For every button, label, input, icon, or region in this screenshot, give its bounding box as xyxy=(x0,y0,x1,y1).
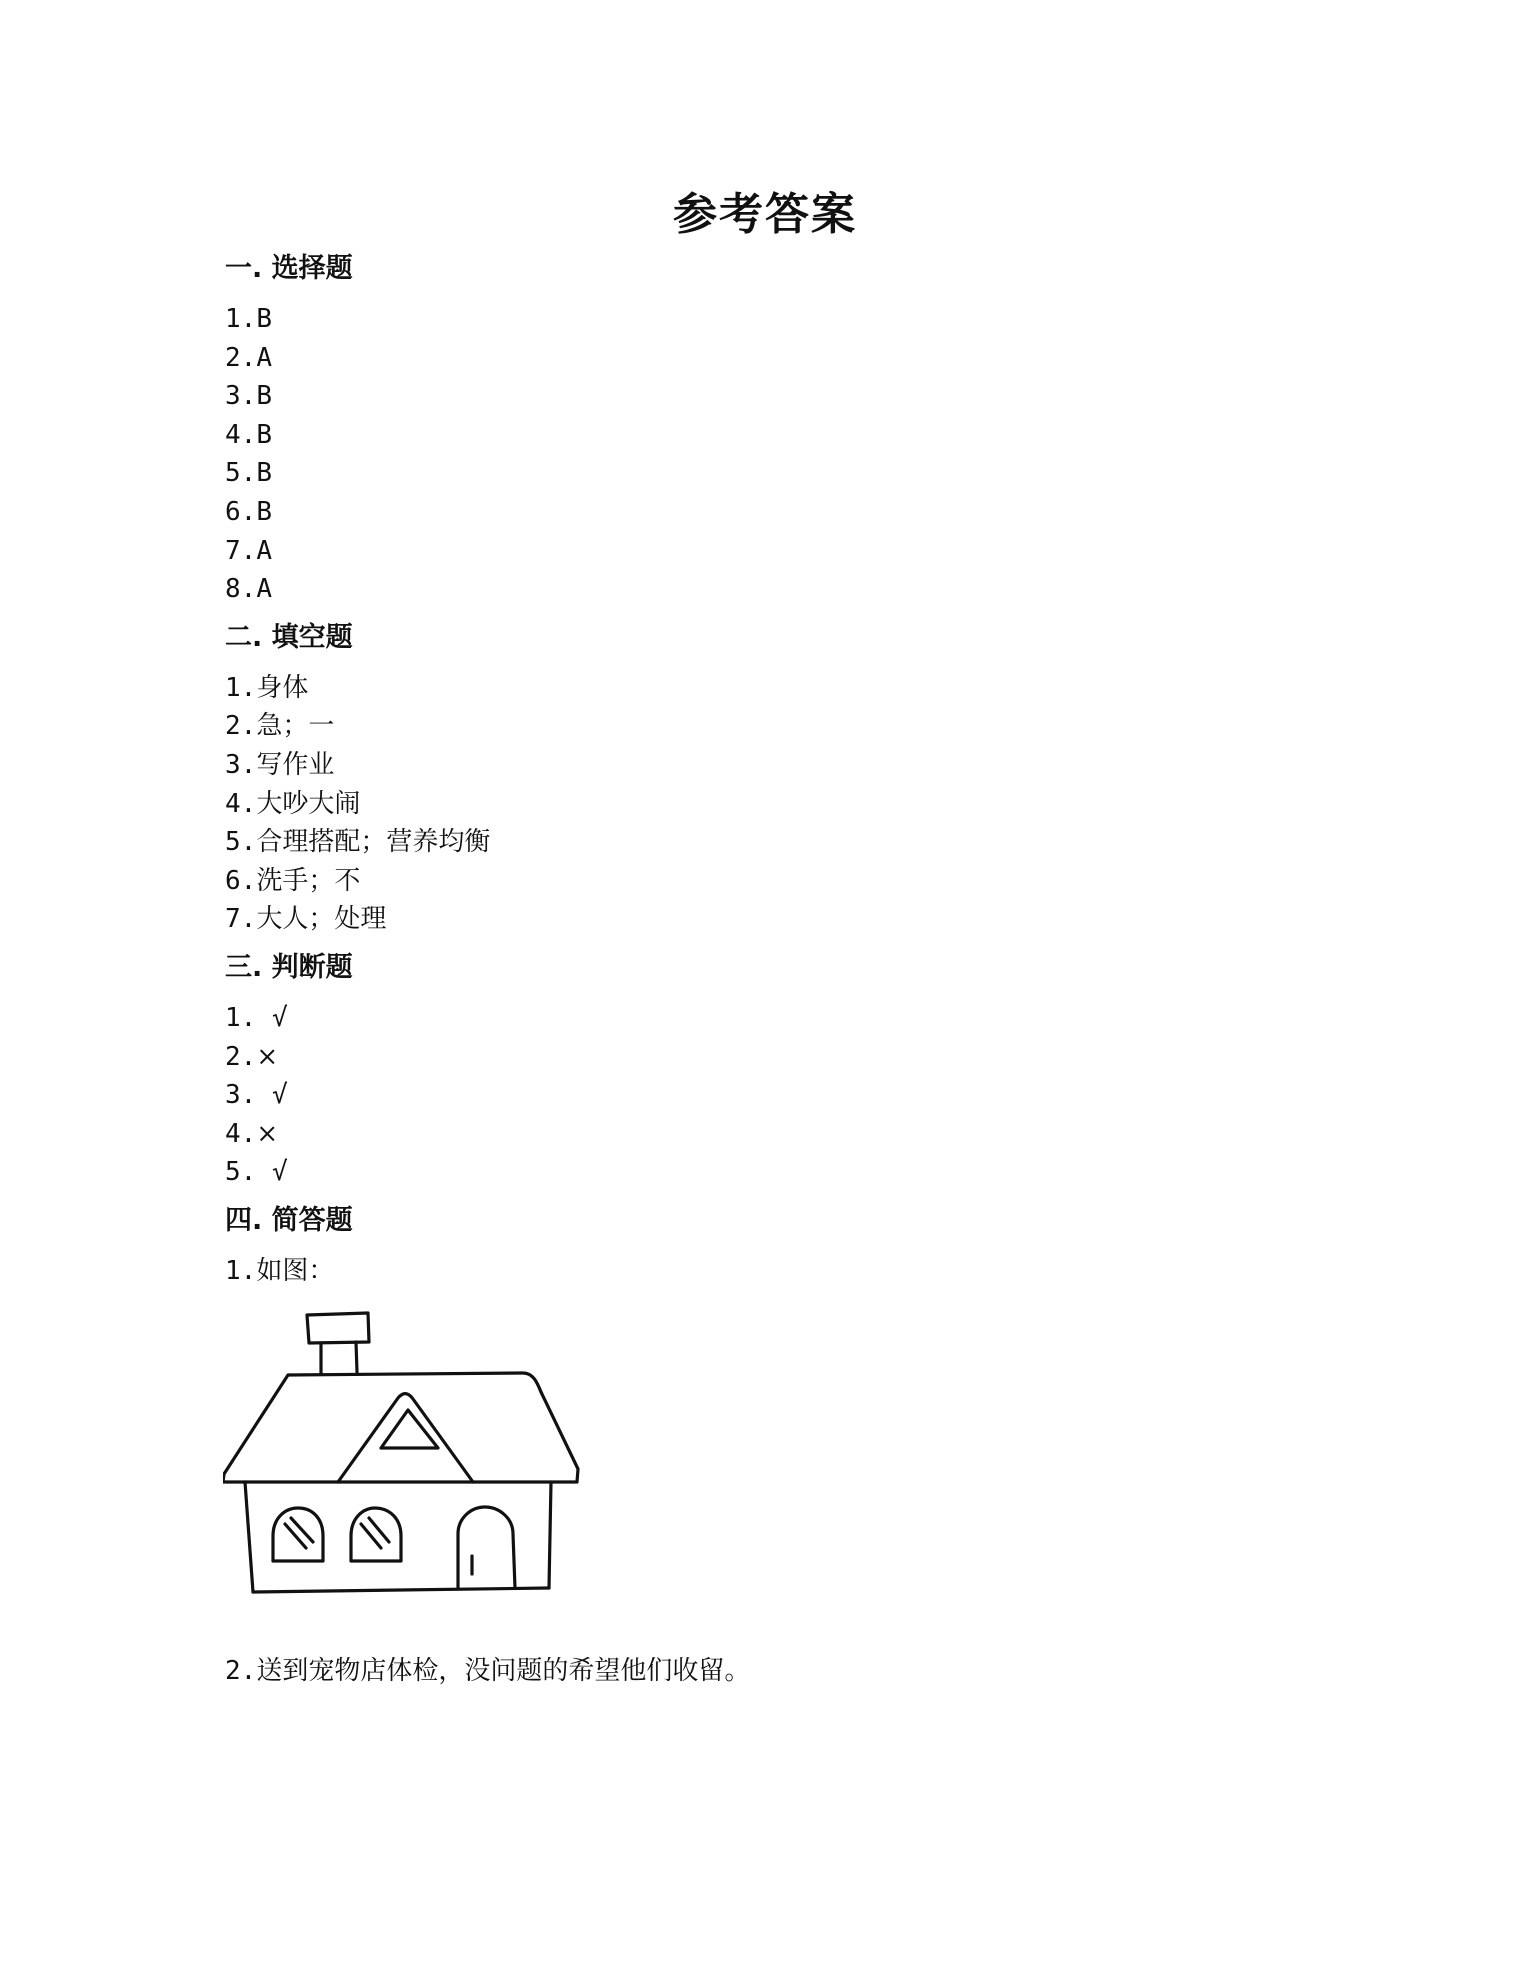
item-number: 3. xyxy=(225,381,257,412)
item-number: 8. xyxy=(225,574,257,605)
house-figure xyxy=(223,1304,583,1604)
answer-content xyxy=(225,250,1325,1701)
item-number: 6. xyxy=(225,865,257,896)
item-number: 7. xyxy=(225,904,257,935)
list-item xyxy=(225,1038,1325,1077)
item-answer: 写作业 xyxy=(256,749,335,780)
section-multiple-choice xyxy=(225,250,1325,609)
item-answer: × xyxy=(256,1118,279,1149)
list-item xyxy=(225,416,1325,455)
list-item xyxy=(225,339,1325,378)
item-answer: 大吵大闹 xyxy=(256,788,361,819)
answer-list xyxy=(225,1652,1325,1691)
item-answer: B xyxy=(256,419,272,450)
item-number: 1. xyxy=(225,304,257,334)
answer-list xyxy=(225,300,1325,609)
item-answer: 合理搭配；营养均衡 xyxy=(256,827,491,858)
item-answer: √ xyxy=(256,1157,288,1188)
item-answer: × xyxy=(256,1041,279,1072)
list-item xyxy=(225,823,1325,862)
item-number: 3. xyxy=(225,749,257,780)
item-number: 1. xyxy=(225,1002,257,1033)
item-number: 2. xyxy=(225,711,257,742)
section-true-false xyxy=(225,949,1325,1192)
list-item xyxy=(225,1153,1325,1192)
list-item xyxy=(225,570,1325,609)
item-number: 4. xyxy=(225,788,257,819)
section-heading: 二. 填空题 xyxy=(225,621,353,653)
item-number: 3. xyxy=(225,1080,257,1111)
list-item xyxy=(225,1076,1325,1115)
item-answer: 大人；处理 xyxy=(256,904,387,935)
item-number: 5. xyxy=(225,827,257,858)
list-item xyxy=(225,862,1325,901)
list-item xyxy=(225,999,1325,1038)
item-answer: 急；一 xyxy=(256,711,335,742)
section-fill-in-blank xyxy=(225,619,1325,939)
item-answer: 如图： xyxy=(256,1255,335,1286)
section-heading: 四. 简答题 xyxy=(225,1204,353,1236)
item-answer: B xyxy=(256,304,272,334)
page-title: 参考答案 xyxy=(673,189,857,240)
item-number: 5. xyxy=(225,1157,257,1188)
item-answer: 送到宠物店体检，没问题的希望他们收留。 xyxy=(256,1656,751,1687)
list-item xyxy=(225,377,1325,416)
list-item xyxy=(225,454,1325,493)
item-answer: B xyxy=(256,458,272,489)
item-number: 2. xyxy=(225,1041,257,1072)
list-item xyxy=(225,1652,1325,1691)
list-item xyxy=(225,900,1325,939)
item-answer: 身体 xyxy=(256,672,309,703)
item-number: 5. xyxy=(225,458,257,489)
item-answer: B xyxy=(256,496,272,527)
list-item xyxy=(225,785,1325,824)
item-number: 1. xyxy=(225,672,257,703)
list-item xyxy=(225,707,1325,746)
section-heading: 三. 判断题 xyxy=(225,951,353,983)
item-number: 2. xyxy=(225,1656,257,1687)
item-answer: A xyxy=(256,535,272,566)
item-number: 1. xyxy=(225,1255,257,1286)
list-item xyxy=(225,669,1325,708)
item-answer: A xyxy=(256,342,272,373)
item-answer: A xyxy=(256,574,272,605)
list-item xyxy=(225,1115,1325,1154)
item-number: 4. xyxy=(225,1118,257,1149)
answer-list xyxy=(225,1252,1325,1291)
item-number: 6. xyxy=(225,496,257,527)
list-item xyxy=(225,1252,1325,1291)
list-item xyxy=(225,746,1325,785)
item-number: 4. xyxy=(225,419,257,450)
section-short-answer xyxy=(225,1202,1325,1691)
section-heading: 一. 选择题 xyxy=(225,253,353,284)
answer-list xyxy=(225,669,1325,939)
item-answer: √ xyxy=(256,1080,288,1111)
item-number: 7. xyxy=(225,535,257,566)
item-number: 2. xyxy=(225,342,257,373)
answer-list xyxy=(225,999,1325,1192)
list-item xyxy=(225,493,1325,532)
list-item xyxy=(225,300,1325,339)
list-item xyxy=(225,532,1325,571)
item-answer: √ xyxy=(256,1002,288,1033)
item-answer: B xyxy=(256,381,272,412)
item-answer: 洗手；不 xyxy=(256,865,361,896)
house-drawing-icon xyxy=(223,1304,583,1604)
